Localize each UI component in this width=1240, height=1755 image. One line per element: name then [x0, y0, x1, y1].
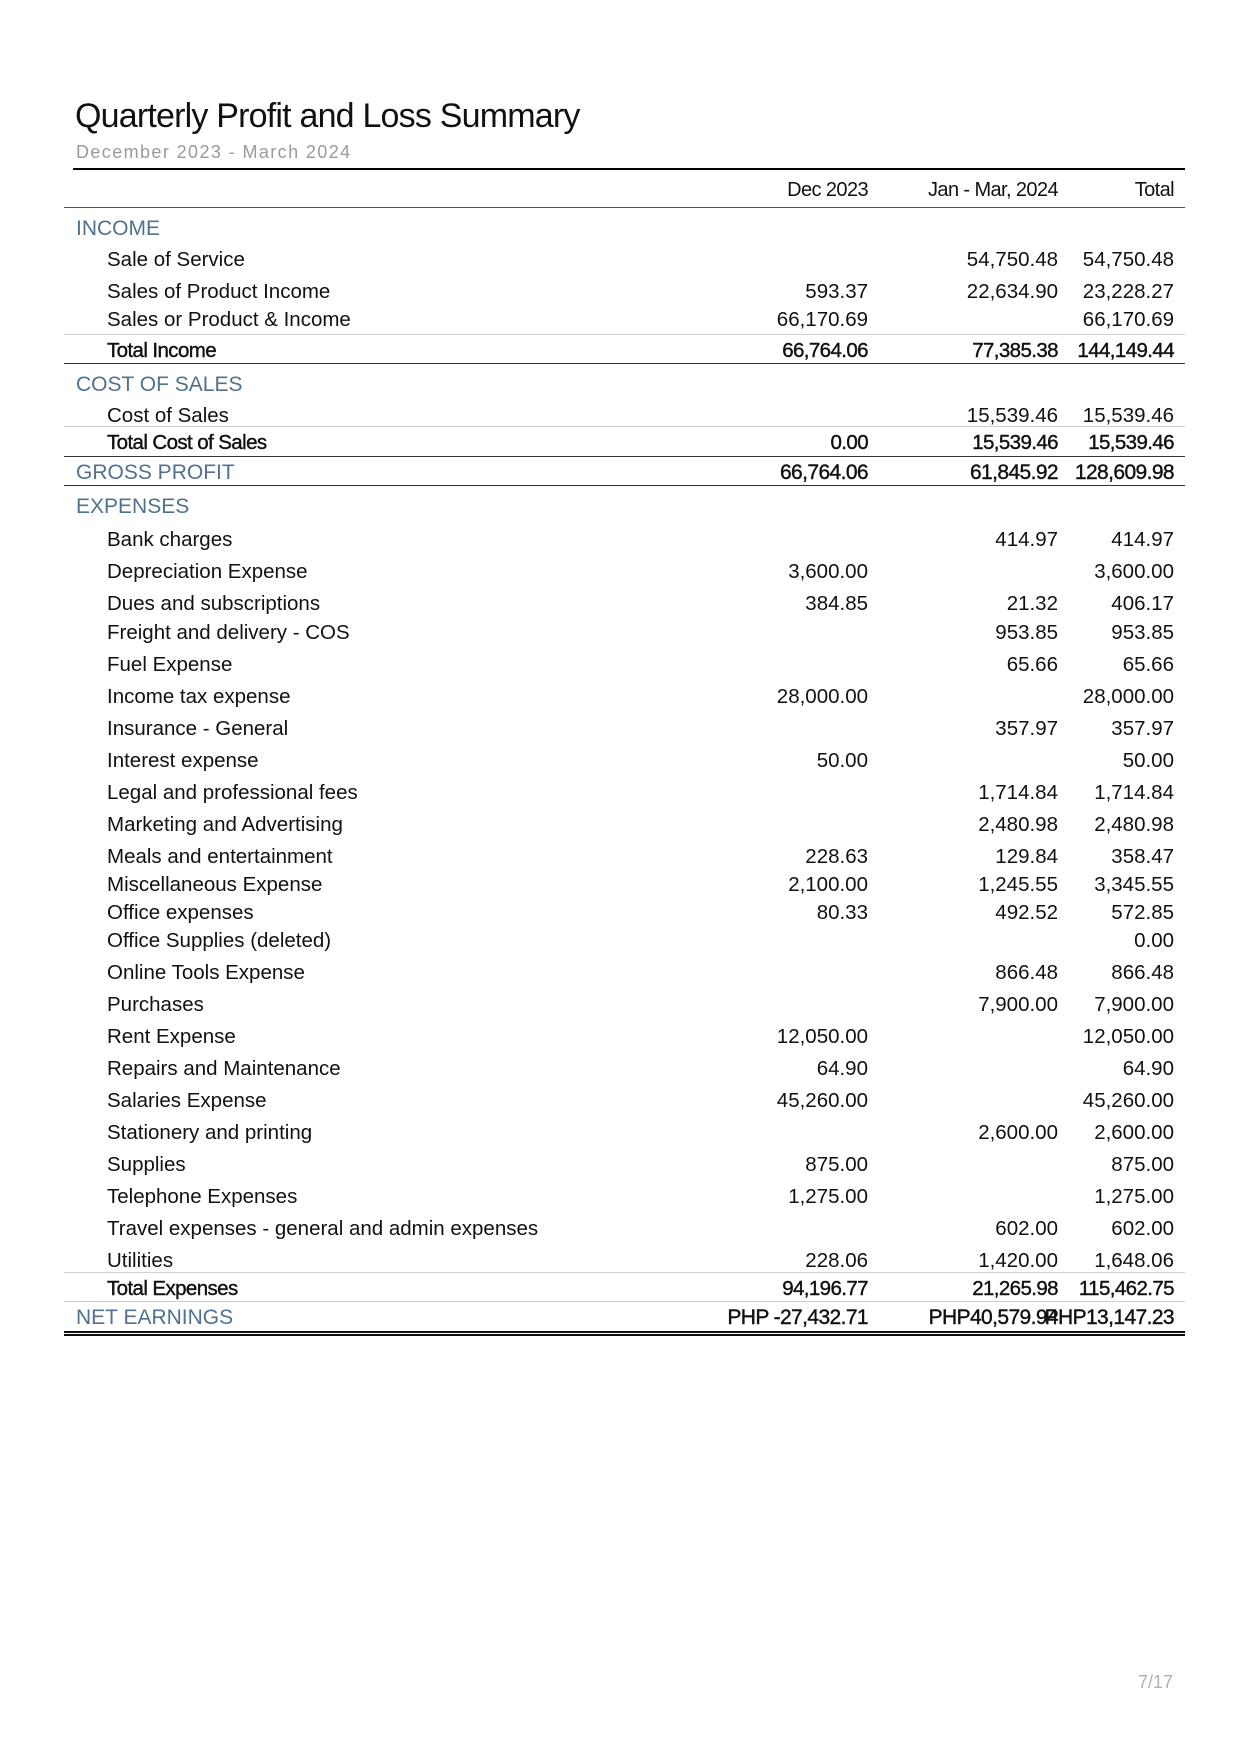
- total-expenses-row-dec-2023: 94,196.77: [782, 1277, 868, 1300]
- table-row-label: Cost of Sales: [107, 404, 229, 427]
- table-row: [64, 274, 1185, 302]
- total-income-row-dec-2023: 66,764.06: [782, 339, 868, 362]
- table-row-total: 12,050.00: [1082, 1025, 1174, 1048]
- table-row-dec-2023: 228.06: [805, 1249, 868, 1272]
- table-row-total: 875.00: [1111, 1153, 1174, 1176]
- table-row: [64, 398, 1185, 426]
- table-row: [64, 615, 1185, 647]
- table-row: [64, 302, 1185, 334]
- column-header-row: [64, 170, 1185, 207]
- table-row-label: Office Supplies (deleted): [107, 929, 332, 952]
- table-row: [64, 679, 1185, 711]
- table-row-dec-2023: 28,000.00: [776, 685, 868, 708]
- table-row-label: Interest expense: [107, 749, 259, 772]
- gross-profit-row-total: 128,609.98: [1074, 461, 1174, 484]
- total-cost-of-sales-row-jan-mar-2024: 15,539.46: [972, 431, 1058, 454]
- table-row-dec-2023: 384.85: [805, 592, 868, 615]
- table-row: [64, 895, 1185, 923]
- table-row-dec-2023: 50.00: [816, 749, 868, 772]
- table-row: [64, 807, 1185, 839]
- table-row-dec-2023: 3,600.00: [788, 560, 868, 583]
- table-row: [64, 1211, 1185, 1243]
- total-cost-of-sales-row-dec-2023: 0.00: [830, 431, 868, 454]
- table-row: [64, 923, 1185, 955]
- table-row-jan-mar-2024: 65.66: [1006, 653, 1058, 676]
- table-row: [64, 647, 1185, 679]
- total-cost-of-sales-row: [64, 426, 1185, 457]
- table-row: [64, 1243, 1185, 1272]
- total-cost-of-sales-row-label: Total Cost of Sales: [107, 431, 267, 454]
- table-row-dec-2023: 12,050.00: [776, 1025, 868, 1048]
- table-row-jan-mar-2024: 357.97: [995, 717, 1058, 740]
- table-row-dec-2023: 1,275.00: [788, 1185, 868, 1208]
- total-expenses-row: [64, 1272, 1185, 1301]
- table-row-jan-mar-2024: 21.32: [1006, 592, 1058, 615]
- table-row-label: Marketing and Advertising: [107, 813, 343, 836]
- total-expenses-row-jan-mar-2024: 21,265.98: [972, 1277, 1058, 1300]
- table-body: [64, 207, 1185, 1336]
- table-row-total: 357.97: [1111, 717, 1174, 740]
- table-row-dec-2023: 66,170.69: [776, 308, 868, 331]
- net-earnings-row: [64, 1301, 1185, 1336]
- table-row-jan-mar-2024: 1,714.84: [978, 781, 1058, 804]
- table-row-jan-mar-2024: 15,539.46: [966, 404, 1058, 427]
- table-row-total: 358.47: [1111, 845, 1174, 868]
- gross-profit-row-dec-2023: 66,764.06: [779, 461, 868, 484]
- table-row-label: Purchases: [107, 993, 204, 1016]
- table-row-dec-2023: 80.33: [816, 901, 868, 924]
- table-row-total: 414.97: [1111, 528, 1174, 551]
- table-row-label: Sale of Service: [107, 248, 245, 271]
- table-row-label: Fuel Expense: [107, 653, 233, 676]
- table-row-jan-mar-2024: 129.84: [995, 845, 1058, 868]
- total-income-row: [64, 334, 1185, 364]
- total-cost-of-sales-row-total: 15,539.46: [1088, 431, 1174, 454]
- table-row: [64, 743, 1185, 775]
- column-header-dec-2023: Dec 2023: [787, 179, 868, 201]
- section-header-income-label: INCOME: [76, 217, 160, 240]
- total-expenses-row-label: Total Expenses: [107, 1277, 238, 1300]
- table-row-total: 65.66: [1122, 653, 1174, 676]
- table-row-jan-mar-2024: 1,420.00: [978, 1249, 1058, 1272]
- table-row-label: Salaries Expense: [107, 1089, 267, 1112]
- table-row-jan-mar-2024: 1,245.55: [978, 873, 1058, 896]
- table-row-total: 7,900.00: [1094, 993, 1174, 1016]
- column-header-total: Total: [1134, 179, 1174, 201]
- table-row-total: 23,228.27: [1082, 280, 1174, 303]
- table-row: [64, 987, 1185, 1019]
- table-row-total: 866.48: [1111, 961, 1174, 984]
- net-earnings-row-total: PHP13,147.23: [1044, 1306, 1174, 1329]
- table-row-total: 602.00: [1111, 1217, 1174, 1240]
- table-row: [64, 775, 1185, 807]
- table-row-label: Repairs and Maintenance: [107, 1057, 341, 1080]
- total-income-row-jan-mar-2024: 77,385.38: [972, 339, 1058, 362]
- table-row-label: Sales of Product Income: [107, 280, 331, 303]
- net-earnings-row-dec-2023: PHP -27,432.71: [727, 1306, 868, 1329]
- table-row-jan-mar-2024: 602.00: [995, 1217, 1058, 1240]
- table-row-total: 15,539.46: [1082, 404, 1174, 427]
- table-row-label: Rent Expense: [107, 1025, 236, 1048]
- table-row-total: 572.85: [1111, 901, 1174, 924]
- net-earnings-row-jan-mar-2024: PHP40,579.94: [928, 1306, 1058, 1329]
- table-row-label: Online Tools Expense: [107, 961, 305, 984]
- table-row-total: 1,714.84: [1094, 781, 1174, 804]
- table-row-total: 953.85: [1111, 621, 1174, 644]
- section-header-income: [64, 208, 1185, 242]
- total-income-row-label: Total Income: [107, 339, 217, 362]
- section-header-cost-of-sales: [64, 364, 1185, 398]
- page-number: 7/17: [1137, 1672, 1173, 1692]
- table-row: [64, 586, 1185, 615]
- table-row-dec-2023: 45,260.00: [776, 1089, 868, 1112]
- table-row-total: 28,000.00: [1082, 685, 1174, 708]
- table-row-total: 1,275.00: [1094, 1185, 1174, 1208]
- table-row-label: Freight and delivery - COS: [107, 621, 350, 644]
- table-row-label: Office expenses: [107, 901, 254, 924]
- report-title: Quarterly Profit and Loss Summary: [75, 97, 580, 135]
- table-row: [64, 242, 1185, 274]
- table-row-jan-mar-2024: 492.52: [995, 901, 1058, 924]
- table-row-total: 54,750.48: [1082, 248, 1174, 271]
- table-row-jan-mar-2024: 54,750.48: [966, 248, 1058, 271]
- table-row-total: 406.17: [1111, 592, 1174, 615]
- table-row-label: Income tax expense: [107, 685, 291, 708]
- table-row-label: Supplies: [107, 1153, 186, 1176]
- table-row-total: 1,648.06: [1094, 1249, 1174, 1272]
- gross-profit-row-label: GROSS PROFIT: [76, 461, 235, 484]
- table-row-label: Sales or Product & Income: [107, 308, 351, 331]
- column-header-jan-mar-2024: Jan - Mar, 2024: [928, 179, 1058, 201]
- profit-loss-table: [64, 170, 1185, 1336]
- table-row-dec-2023: 228.63: [805, 845, 868, 868]
- table-row: [64, 1019, 1185, 1051]
- table-row-total: 50.00: [1122, 749, 1174, 772]
- table-row: [64, 839, 1185, 867]
- table-row-label: Dues and subscriptions: [107, 592, 321, 615]
- table-row-jan-mar-2024: 2,480.98: [978, 813, 1058, 836]
- table-row-label: Bank charges: [107, 528, 233, 551]
- table-row-dec-2023: 2,100.00: [788, 873, 868, 896]
- table-row-label: Miscellaneous Expense: [107, 873, 323, 896]
- table-row: [64, 1179, 1185, 1211]
- net-earnings-row-label: NET EARNINGS: [76, 1306, 234, 1329]
- table-row: [64, 1147, 1185, 1179]
- table-row-total: 2,600.00: [1094, 1121, 1174, 1144]
- table-row: [64, 1083, 1185, 1115]
- table-row-label: Meals and entertainment: [107, 845, 333, 868]
- table-row: [64, 1115, 1185, 1147]
- table-row-label: Stationery and printing: [107, 1121, 313, 1144]
- table-row-dec-2023: 64.90: [816, 1057, 868, 1080]
- report-period: December 2023 - March 2024: [76, 142, 352, 162]
- table-row-label: Telephone Expenses: [107, 1185, 298, 1208]
- table-row-total: 45,260.00: [1082, 1089, 1174, 1112]
- table-row-label: Legal and professional fees: [107, 781, 358, 804]
- table-row-jan-mar-2024: 2,600.00: [978, 1121, 1058, 1144]
- table-row-dec-2023: 593.37: [805, 280, 868, 303]
- table-row-jan-mar-2024: 866.48: [995, 961, 1058, 984]
- table-row-total: 3,600.00: [1094, 560, 1174, 583]
- table-row: [64, 1051, 1185, 1083]
- table-row: [64, 955, 1185, 987]
- table-row-total: 3,345.55: [1094, 873, 1174, 896]
- table-row-total: 0.00: [1134, 929, 1174, 952]
- section-header-expenses: [64, 486, 1185, 522]
- table-row: [64, 711, 1185, 743]
- table-row-label: Depreciation Expense: [107, 560, 308, 583]
- total-income-row-total: 144,149.44: [1077, 339, 1174, 362]
- table-row-total: 64.90: [1122, 1057, 1174, 1080]
- table-row: [64, 522, 1185, 554]
- table-row-total: 66,170.69: [1082, 308, 1174, 331]
- gross-profit-row: [64, 457, 1185, 486]
- table-row-total: 2,480.98: [1094, 813, 1174, 836]
- table-row-dec-2023: 875.00: [805, 1153, 868, 1176]
- table-row-label: Insurance - General: [107, 717, 289, 740]
- section-header-expenses-label: EXPENSES: [76, 495, 190, 518]
- table-row-jan-mar-2024: 22,634.90: [966, 280, 1058, 303]
- table-row: [64, 554, 1185, 586]
- section-header-cost-of-sales-label: COST OF SALES: [76, 373, 243, 396]
- table-row-jan-mar-2024: 414.97: [995, 528, 1058, 551]
- table-row-jan-mar-2024: 7,900.00: [978, 993, 1058, 1016]
- table-row: [64, 867, 1185, 895]
- table-row-label: Travel expenses - general and admin expenses: [107, 1217, 539, 1240]
- table-row-jan-mar-2024: 953.85: [995, 621, 1058, 644]
- table-row-label: Utilities: [107, 1249, 174, 1272]
- total-expenses-row-total: 115,462.75: [1078, 1277, 1174, 1300]
- gross-profit-row-jan-mar-2024: 61,845.92: [969, 461, 1058, 484]
